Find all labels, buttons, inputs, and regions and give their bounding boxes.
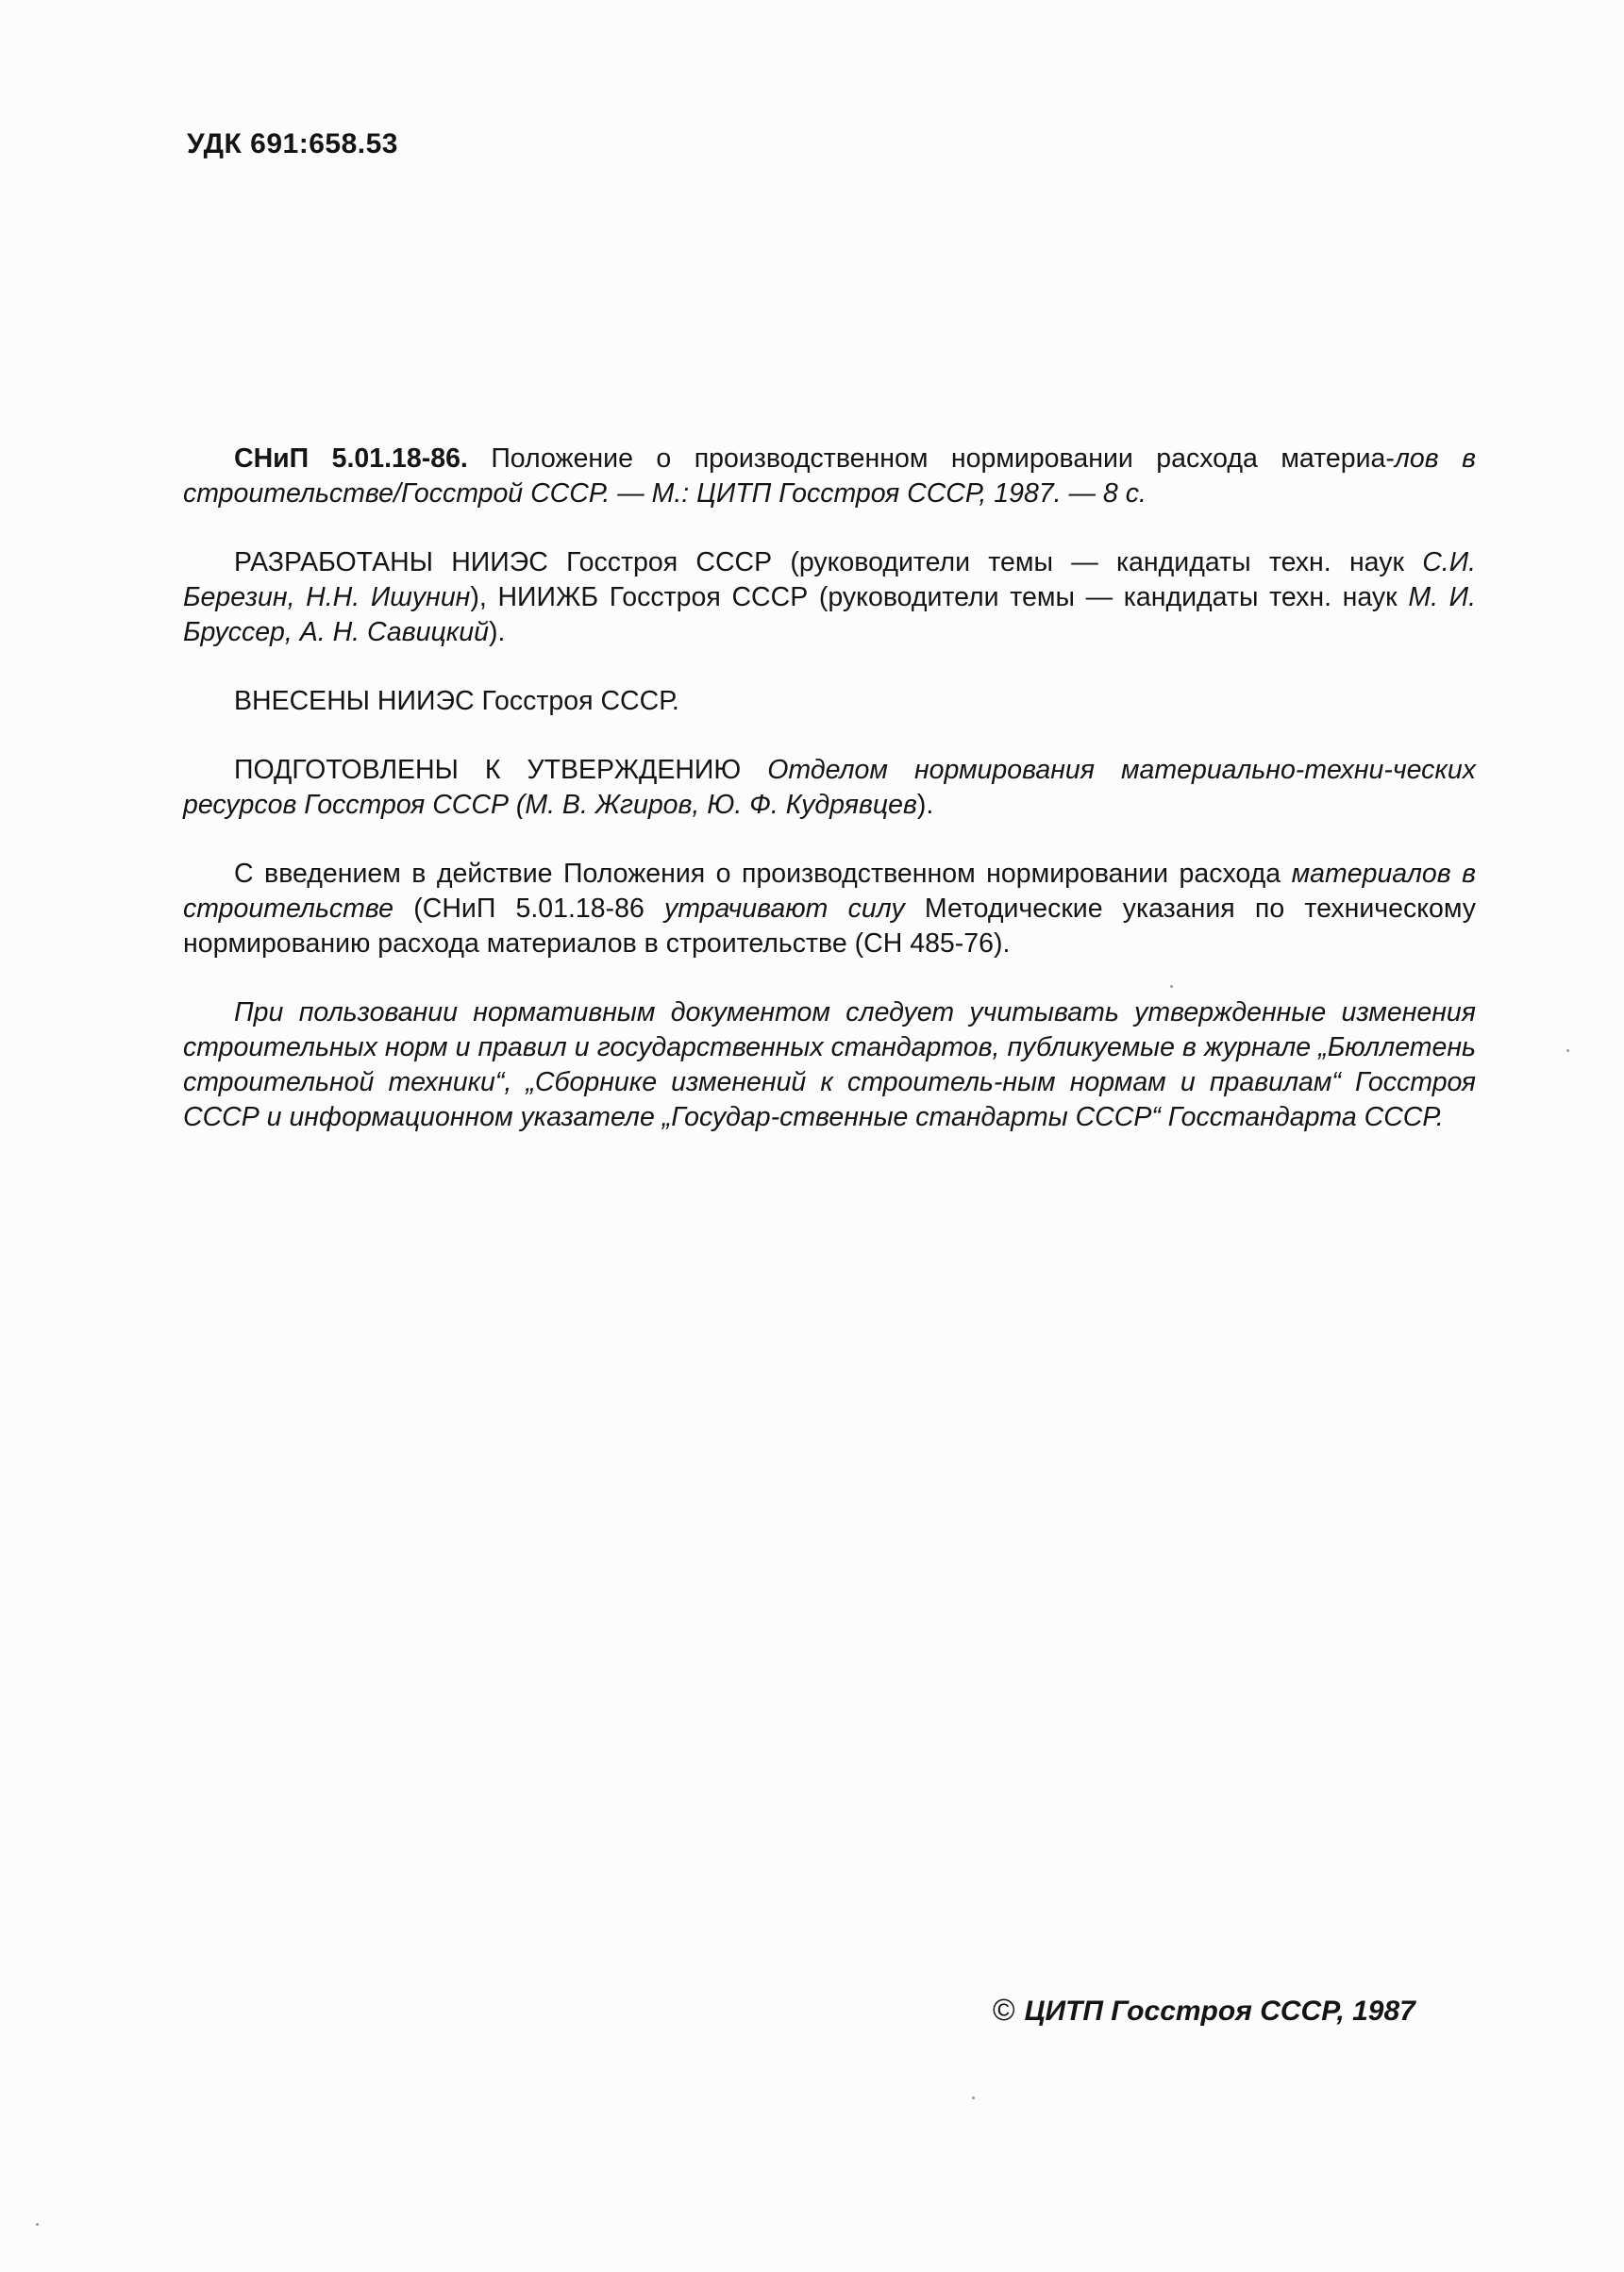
snip-title: Положение о производственном нормировании расхода материа- [467,443,1395,474]
developed-by-paragraph [183,545,1476,650]
scan-speck [36,2223,39,2226]
prepared-text-1: Отделом нормирования материально-техни-ческих ресурсов Госстроя СССР ( [183,755,1476,820]
udk-code: УДК 691:658.53 [187,128,398,159]
prepared-lead: ПОДГОТОВЛЕНЫ К УТВЕРЖДЕНИЮ [234,755,742,785]
developed-authors-2: М. И. Бруссер, А. Н. Савицкий [183,582,1476,647]
scan-speck [1170,985,1173,988]
snip-publisher: Госстрой СССР. — М.: ЦИТП Госстроя СССР, 1987. — 8 с. [400,478,1147,509]
prepared-for-approval-paragraph [183,753,1476,823]
introduced-lead: ВНЕСЕНЫ [234,686,371,716]
replacement-italic-2: утрачивают силу [664,894,905,924]
usage-notice-paragraph: При пользовании нормативным документом следует учитывать утвержденные изменения строительных норм и правил и государственных стандартов, публикуемые в журнале „Бюллетень строительной техники“, „Сборнике изменений к строитель-ным нормам и правилам“ Госстроя СССР и информационном указателе „Государ-ственные стандарты СССР“ Госстандарта СССР. [183,997,1476,1132]
scan-speck [1566,1049,1569,1052]
document-body [183,442,1476,1169]
replacement-italic: материалов в строительстве [183,859,1476,924]
bibliographic-record [183,442,1476,511]
prepared-authors: М. В. Жгиров, Ю. Ф. Кудрявцев [525,790,917,820]
developed-lead: РАЗРАБОТАНЫ [234,547,433,577]
introduced-by-paragraph [183,684,1476,719]
snip-code: СНиП 5.01.18-86. [234,443,468,474]
scan-speck [972,2097,975,2099]
developed-text-2: ), НИИЖБ Госстроя СССР (руководители темы — кандидаты техн. наук [470,582,1409,612]
developed-text-3: ). [488,617,506,647]
copyright-line [993,1993,1415,2028]
replacement-paragraph [183,857,1476,961]
copyright-icon: © [993,1993,1015,2027]
replacement-text-2: (СНиП 5.01.18-86 [393,894,665,924]
replacement-text-3: Методические указания по техническому нормированию расхода материалов в строительстве (СН 485-76). [183,894,1477,959]
developed-text-1: НИИЭС Госстроя СССР (руководители темы — кандидаты техн. наук [432,547,1423,577]
copyright-text: ЦИТП Госстроя СССР, 1987 [1024,1996,1415,2027]
snip-title-cont: лов в строительстве/ [183,443,1476,509]
prepared-text-2: ). [916,790,934,820]
developed-authors-1: С.И. Березин, Н.Н. Ишунин [183,547,1476,612]
introduced-text: НИИЭС Госстроя СССР. [370,686,679,716]
replacement-text-1: С введением в действие Положения о производственном нормировании расхода [234,859,1292,889]
